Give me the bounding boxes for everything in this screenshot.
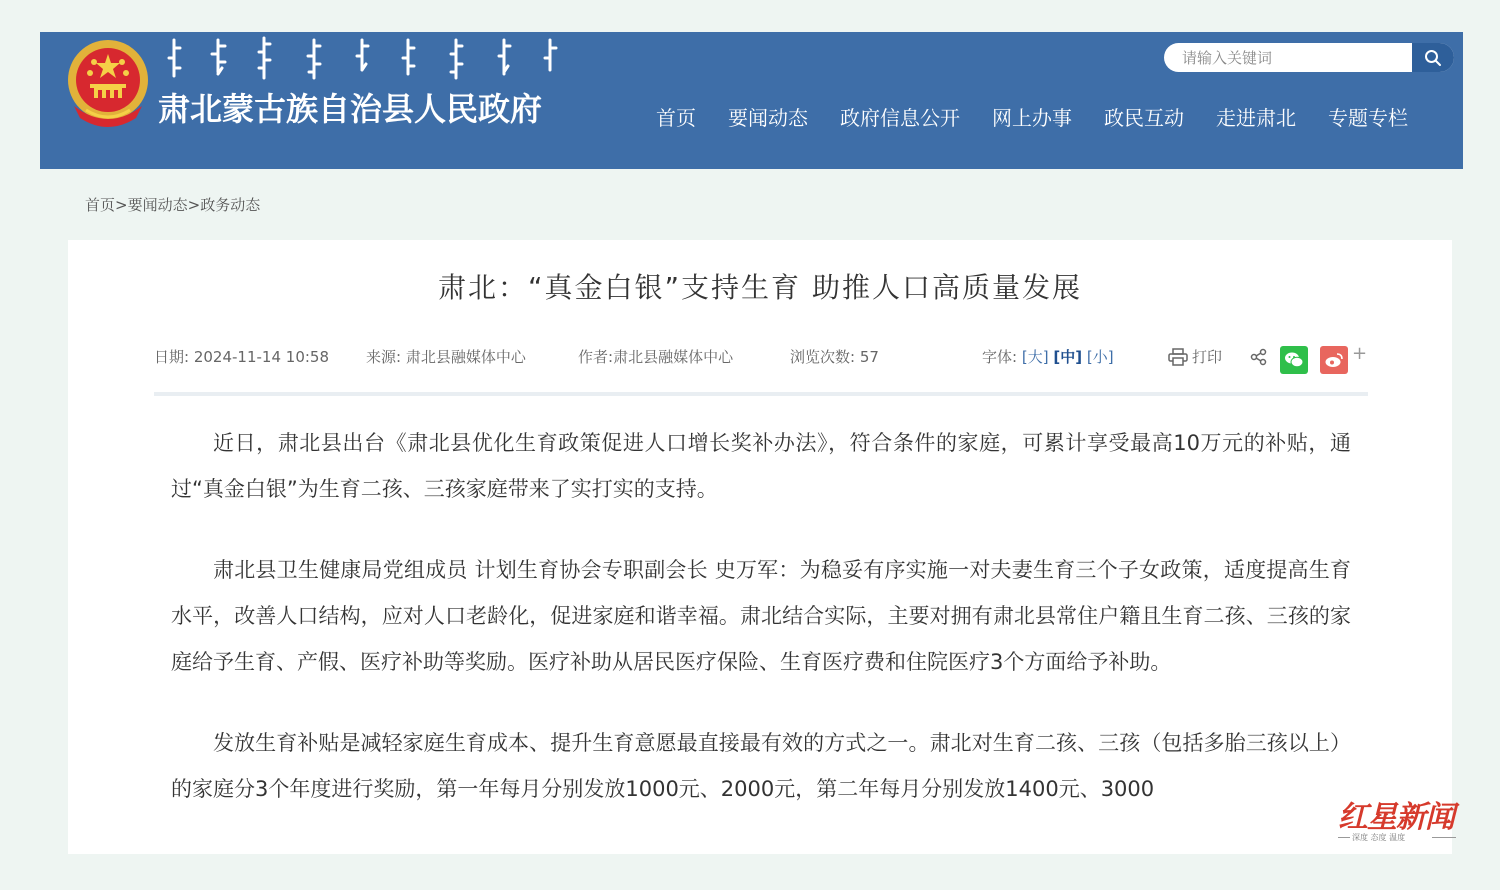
meta-author: 作者:肃北县融媒体中心 xyxy=(578,348,734,366)
search-box xyxy=(1164,43,1454,72)
nav-item-home[interactable]: 首页 xyxy=(656,106,696,130)
share-button[interactable] xyxy=(1250,348,1268,370)
nav-item-online-services[interactable]: 网上办事 xyxy=(992,106,1072,130)
search-input[interactable] xyxy=(1164,43,1410,72)
breadcrumb-separator: > xyxy=(115,196,128,214)
wechat-icon xyxy=(1284,351,1304,369)
printer-icon xyxy=(1168,348,1188,366)
meta-source: 来源: 肃北县融媒体中心 xyxy=(366,348,526,366)
main-nav xyxy=(640,98,1424,138)
watermark-rule xyxy=(1338,837,1350,838)
font-size-large[interactable]: [大] xyxy=(1021,348,1049,366)
red-star-news-watermark xyxy=(1338,792,1458,854)
national-emblem-icon xyxy=(66,40,150,128)
breadcrumb-separator: > xyxy=(187,196,201,214)
search-icon xyxy=(1424,49,1442,67)
article-paragraph: 肃北县卫生健康局党组成员 计划生育协会专职副会长 史万军：为稳妥有序实施一对夫妻生育三个子女政策，适度提高生育水平，改善人口结构，应对人口老龄化，促进家庭和谐幸福。肃北结合实际，主要对拥有肃北县常住户籍且生育二孩、三孩的家庭给予生育、产假、医疗补助等奖励。医疗补助从居民医疗保险、生育医疗费和住院医疗3个方面给予补助。 xyxy=(171,558,1351,674)
meta-views: 浏览次数: 57 xyxy=(790,348,879,366)
article-body xyxy=(171,420,1351,847)
article-meta xyxy=(154,343,1368,372)
watermark-brand: 红星新闻 xyxy=(1338,800,1454,835)
article-paragraph: 发放生育补贴是减轻家庭生育成本、提升生育意愿最直接最有效的方式之一。肃北对生育二孩、三孩（包括多胎三孩以上）的家庭分3个年度进行奖励，第一年每月分别发放1000元、2000元，第二年每月分别发放1400元、3000 xyxy=(171,731,1351,801)
article-paragraph: 近日，肃北县出台《肃北县优化生育政策促进人口增长奖补办法》，符合条件的家庭，可累计享受最高10万元的补贴，通过“真金白银”为生育二孩、三孩家庭带来了实打实的支持。 xyxy=(171,431,1351,501)
meta-date: 日期: 2024-11-14 10:58 xyxy=(154,348,330,366)
mongolian-script-title xyxy=(166,36,566,82)
breadcrumb xyxy=(85,194,260,215)
article-card xyxy=(68,240,1452,854)
nav-item-interaction[interactable]: 政民互动 xyxy=(1104,106,1184,130)
print-button[interactable]: 打印 xyxy=(1168,346,1222,367)
breadcrumb-news[interactable]: 要闻动态 xyxy=(127,196,188,214)
nav-item-special-topics[interactable]: 专题专栏 xyxy=(1328,106,1408,130)
wechat-share-button[interactable] xyxy=(1280,346,1308,374)
article-title: 肃北：“真金白银”支持生育 助推人口高质量发展 xyxy=(438,271,1082,304)
site-title[interactable]: 肃北蒙古族自治县人民政府 xyxy=(158,90,543,128)
font-size-control: 字体: [大] [中] [小] xyxy=(982,348,1114,366)
breadcrumb-gov-affairs[interactable]: 政务动态 xyxy=(200,196,261,214)
weibo-share-button[interactable] xyxy=(1320,346,1348,374)
nav-item-gov-info[interactable]: 政府信息公开 xyxy=(840,106,960,130)
watermark-rule xyxy=(1432,837,1456,838)
site-header xyxy=(40,32,1463,169)
search-button[interactable] xyxy=(1412,43,1454,72)
share-icon xyxy=(1250,348,1268,366)
nav-item-about-subei[interactable]: 走进肃北 xyxy=(1216,106,1296,130)
weibo-icon xyxy=(1324,351,1344,369)
font-size-medium[interactable]: [中] xyxy=(1053,348,1083,366)
more-share-button[interactable]: + xyxy=(1352,343,1368,364)
meta-divider xyxy=(154,392,1368,396)
nav-item-news[interactable]: 要闻动态 xyxy=(728,106,808,130)
breadcrumb-home[interactable]: 首页 xyxy=(85,196,116,214)
watermark-tagline: 深度 态度 温度 xyxy=(1352,833,1406,842)
font-size-small[interactable]: [小] xyxy=(1086,348,1114,366)
